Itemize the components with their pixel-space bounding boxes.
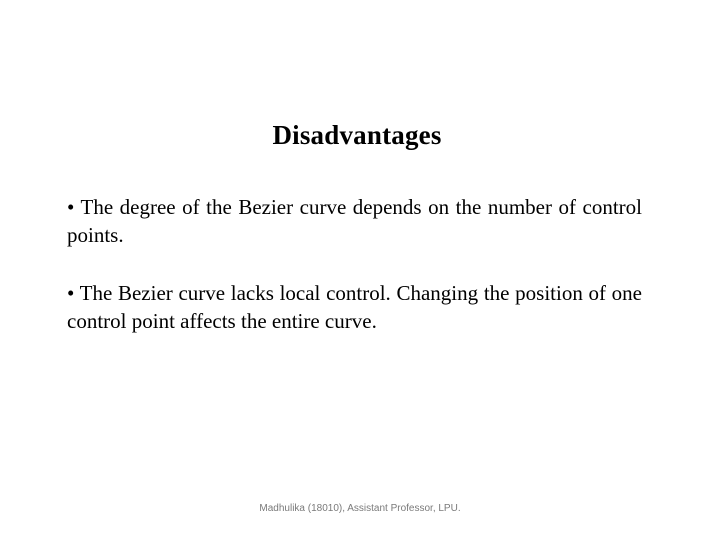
slide-footer: Madhulika (18010), Assistant Professor, LPU. — [259, 503, 461, 514]
slide-title: Disadvantages — [272, 120, 442, 150]
bullet-item: • The Bezier curve lacks local control. Changing the position of one control point affects the entire curve. — [67, 281, 642, 333]
bullet-list — [67, 193, 642, 365]
bullet-item: • The degree of the Bezier curve depends on the number of control points. — [67, 195, 642, 247]
